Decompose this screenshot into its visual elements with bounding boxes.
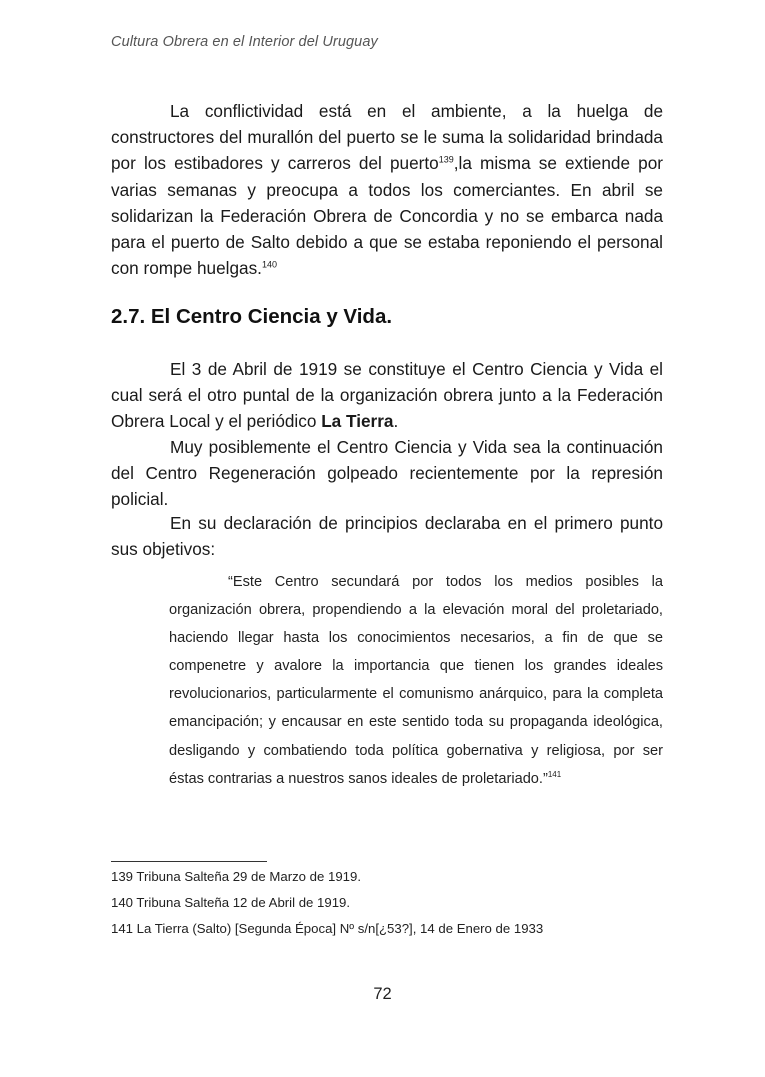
footnote-divider [111,861,267,862]
footnote-140: 140 Tribuna Salteña 12 de Abril de 1919. [111,895,351,910]
paragraph-continuation: Muy posiblemente el Centro Ciencia y Vida sea la continuación del Centro Regeneración golpeado recientemente por la represión policial. [111,437,663,510]
footnote-ref-139[interactable]: 139 [438,154,454,165]
paragraph-founding [111,356,663,435]
section-heading: 2.7. El Centro Ciencia y Vida. [111,305,393,328]
paragraph-text: La conflictividad está en el ambiente, a la huelga de constructores del murallón del puerto se le suma la solidaridad brindada por los estibadores y carreros del puerto [111,101,663,174]
footnote-ref-141[interactable]: 141 [547,769,562,779]
paragraph-text-end: . [393,411,399,432]
footnotes-list [111,864,671,942]
paragraph-conflict [111,98,663,281]
footnote-ref-140[interactable]: 140 [261,259,277,270]
footnote-139: 139 Tribuna Salteña 29 de Marzo de 1919. [111,869,362,884]
paragraph-text-continued: ,la misma se extiende por varias semanas y preocupa a todos los comerciantes. En abril se solidarizan la Federación Obrera de Concordia y no se embarca nada para el puerto de Salto debido a que se estaba reponiendo el personal con rompe huelgas. [111,153,664,279]
running-header: Cultura Obrera en el Interior del Uruguay [111,34,378,50]
newspaper-title: La Tierra [321,411,394,432]
page-number: 72 [373,985,392,1003]
block-quote [169,568,663,793]
footnote-141: 141 La Tierra (Salto) [Segunda Época] Nº s/n[¿53?], 14 de Enero de 1933 [111,921,544,936]
quote-text: “Este Centro secundará por todos los medios posibles la organización obrera, propendiendo a la elevación moral del proletariado, haciendo llegar hasta los conocimientos necesarios, a fin de que se compenetre y avalore la importancia que tienen los grandes ideales revolucionarios, particularmente el comunismo anárquico, para la completa emancipación; y encausar en este sentido toda su propaganda ideológica, desligando y combatiendo toda política gobernativa y religiosa, por ser éstas contrarias a nuestros sanos ideales de proletariado.” [169,574,663,787]
paragraph-text: El 3 de Abril de 1919 se constituye el Centro Ciencia y Vida el cual será el otro puntal de la organización obrera junto a la Federación Obrera Local y el periódico [111,359,663,432]
paragraph-principles: En su declaración de principios declaraba en el primero punto sus objetivos: [111,513,663,560]
